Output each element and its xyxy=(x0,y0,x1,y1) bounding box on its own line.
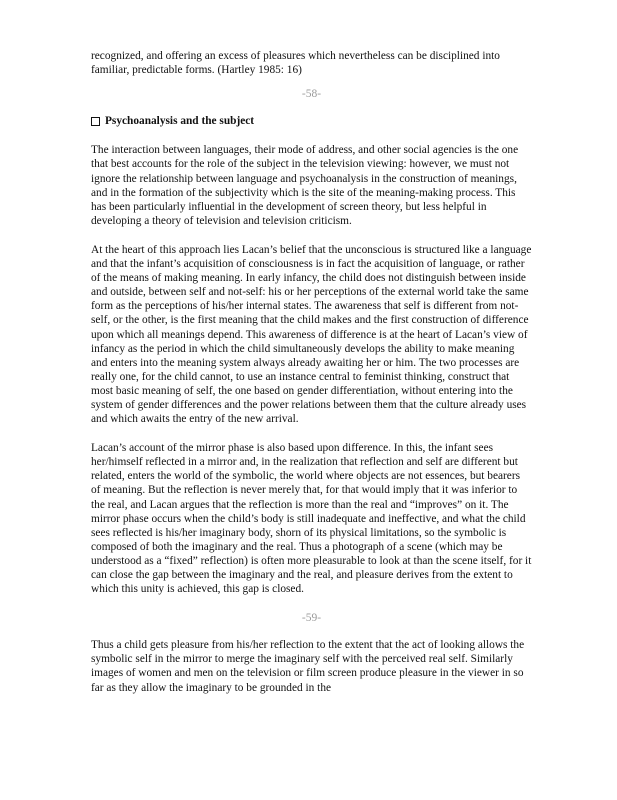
section-title: Psychoanalysis and the subject xyxy=(105,115,255,128)
page-marker-58: -58- xyxy=(301,88,322,101)
paragraph-3: Lacan’s account of the mirror phase is also based upon difference. In this, the infant sees her/himself reflected in a mirror and, in the realization that reflection and self are different but related, enters the world of the symbolic, the world where objects are not essences, but bearers of meaning. But the reflection is never merely that, for that would imply that it was inferior to the real, and Lacan argues that the reflection is more than the real and “improves” on it. The mirror phase occurs when the child’s body is still inadequate and ineffective, and what the child sees reflected is his/her imaginary body, shorn of its physical limitations, so the symbolic is composed of both the imaginary and the real. Thus a photograph of a scene (which may be understood as a “fixed” reflection) is often more pleasurable to look at than the scene itself, for it can close the gap between the imaginary and the real, and pleasure derives from the extent to which this unity is achieved, this gap is closed. xyxy=(91,442,532,596)
paragraph-4: Thus a child gets pleasure from his/her reflection to the extent that the act of looking allows the symbolic self in the mirror to merge the imaginary self with the perceived real self. Similarly images of women and men on the television or film screen produce pleasure in the viewer in so far as they allow the imaginary to be grounded in the xyxy=(91,639,525,694)
square-bullet-icon xyxy=(91,117,100,126)
document-body xyxy=(91,49,532,710)
quote-continuation: recognized, and offering an excess of pleasures which nevertheless can be disciplined into familiar, predictable forms. (Hartley 1985: 16) xyxy=(91,50,500,77)
paragraph-2: At the heart of this approach lies Lacan’s belief that the unconscious is structured like a language and that the infant’s acquisition of consciousness is in fact the acquisition of language, or rather of the means of making meaning. In early infancy, the child does not distinguish between inside and outside, between self and not-self: his or her perceptions of the external world take the same form as the perceptions of his/her internal states. The awareness that self is different from not-self, or the other, is the first meaning that the child makes and the first construction of difference upon which all meanings depend. This awareness of difference is at the heart of Lacan’s view of infancy as the period in which the child simultaneously develops the ability to make meaning and enters into the meaning system always already awaiting her or him. The two processes are really one, for the child cannot, to use an instance central to feminist thinking, construct that most basic meaning of self, the one based on gender differentiation, without entering into the system of gender differences and the power relations between them that the culture already uses and which awaits the entry of the new arrival. xyxy=(91,243,532,426)
section-heading xyxy=(91,114,532,128)
page-marker-59: -59- xyxy=(301,612,322,625)
paragraph-1: The interaction between languages, their mode of address, and other social agencies is the one that best accounts for the role of the subject in the television viewing: however, we must not ignore the relationship between language and psychoanalysis in the construction of meanings, and in the formation of the subjectivity which is the site of the meaning-making process. This has been particularly influential in the development of screen theory, but less helpful in developing a theory of television and television criticism. xyxy=(91,144,519,227)
